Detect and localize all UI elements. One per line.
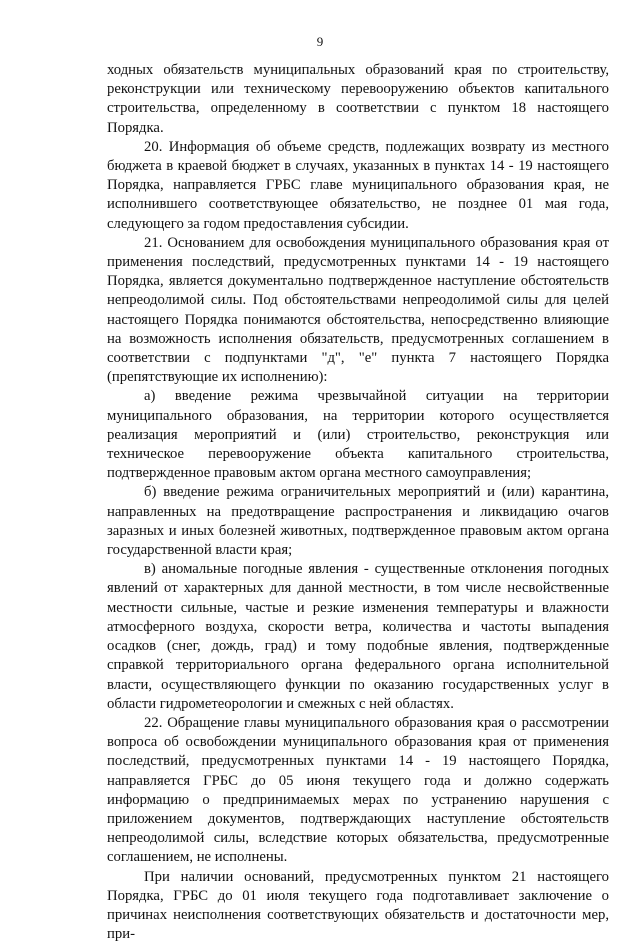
- paragraph-21-a: а) введение режима чрезвычайной ситуации на территории муниципального образования, на территории которого осуществляется реализация мероприятий и (или) строительство, реконструкция или техническое перевооружение объекта капитального строительства, подтвержденное правовым актом органа местного самоуправления;: [107, 388, 609, 482]
- paragraph-20: 20. Информация об объеме средств, подлежащих возврату из местного бюджета в краевой бюджет в случаях, указанных в пунктах 14 - 19 настоящего Порядка, направляется ГРБС главе муниципального образования края, не исполнившего соответствующее обязательство, не позднее 01 мая года, следующего за годом предоставления субсидии.: [107, 138, 609, 232]
- paragraph-continuation: ходных обязательств муниципальных образований края по строительству, реконструкции или техническому перевооружению объектов капитального строительства, определенному в соответствии с пунктом 18 настоящего Порядка.: [107, 62, 609, 136]
- paragraph-21: 21. Основанием для освобождения муниципального образования края от применения последствий, предусмотренных пунктами 14 - 19 настоящего Порядка, является документально подтвержденное наступление обстоятельств непреодолимой силы. Под обстоятельствами непреодолимой силы для целей настоящего Порядка понимаются обстоятельства, непосредственно влияющие на возможность исполнения обязательств, предусмотренных соглашением в соответствии с подпунктами "д", "е" пункта 7 настоящего Порядка (препятствующие их исполнению):: [107, 234, 609, 386]
- paragraph-22: 22. Обращение главы муниципального образования края о рассмотрении вопроса об освобождении муниципального образования края от применения последствий, предусмотренных пунктами 14 - 19 настоящего Порядка, направляется ГРБС до 05 июня текущего года и должно содержать информацию о предпринимаемых мерах по устранению нарушения с приложением документов, подтверждающих наступление обстоятельств непреодолимой силы, вследствие которых обязательства, предусмотренные соглашением, не исполнены.: [107, 714, 609, 866]
- paragraph-21-b: б) введение режима ограничительных мероприятий и (или) карантина, направленных на предотвращение распространения и ликвидацию очагов заразных и иных болезней животных, подтвержденное правовым актом органа государственной власти края;: [107, 484, 609, 559]
- paragraph-21-v: в) аномальные погодные явления - существенные отклонения погодных явлений от характерных для данной местности, в том числе несвойственные местности сильные, частые и резкие изменения температуры и влажности атмосферного воздуха, скорости ветра, количества и частоты выпадения осадков (снег, дождь, град) и тому подобные явления, подтвержденные справкой территориального органа федерального органа исполнительной власти, осуществляющего функции по оказанию государственных услуг в области гидрометеорологии и смежных с ней областях.: [107, 561, 609, 712]
- page-number: 9: [316, 34, 324, 49]
- paragraph-22-continued: При наличии оснований, предусмотренных пунктом 21 настоящего Порядка, ГРБС до 01 июля текущего года подготавливает заключение о причинах неисполнения соответствующих обязательств и достаточности мер, при-: [107, 868, 609, 943]
- document-body: [107, 61, 609, 944]
